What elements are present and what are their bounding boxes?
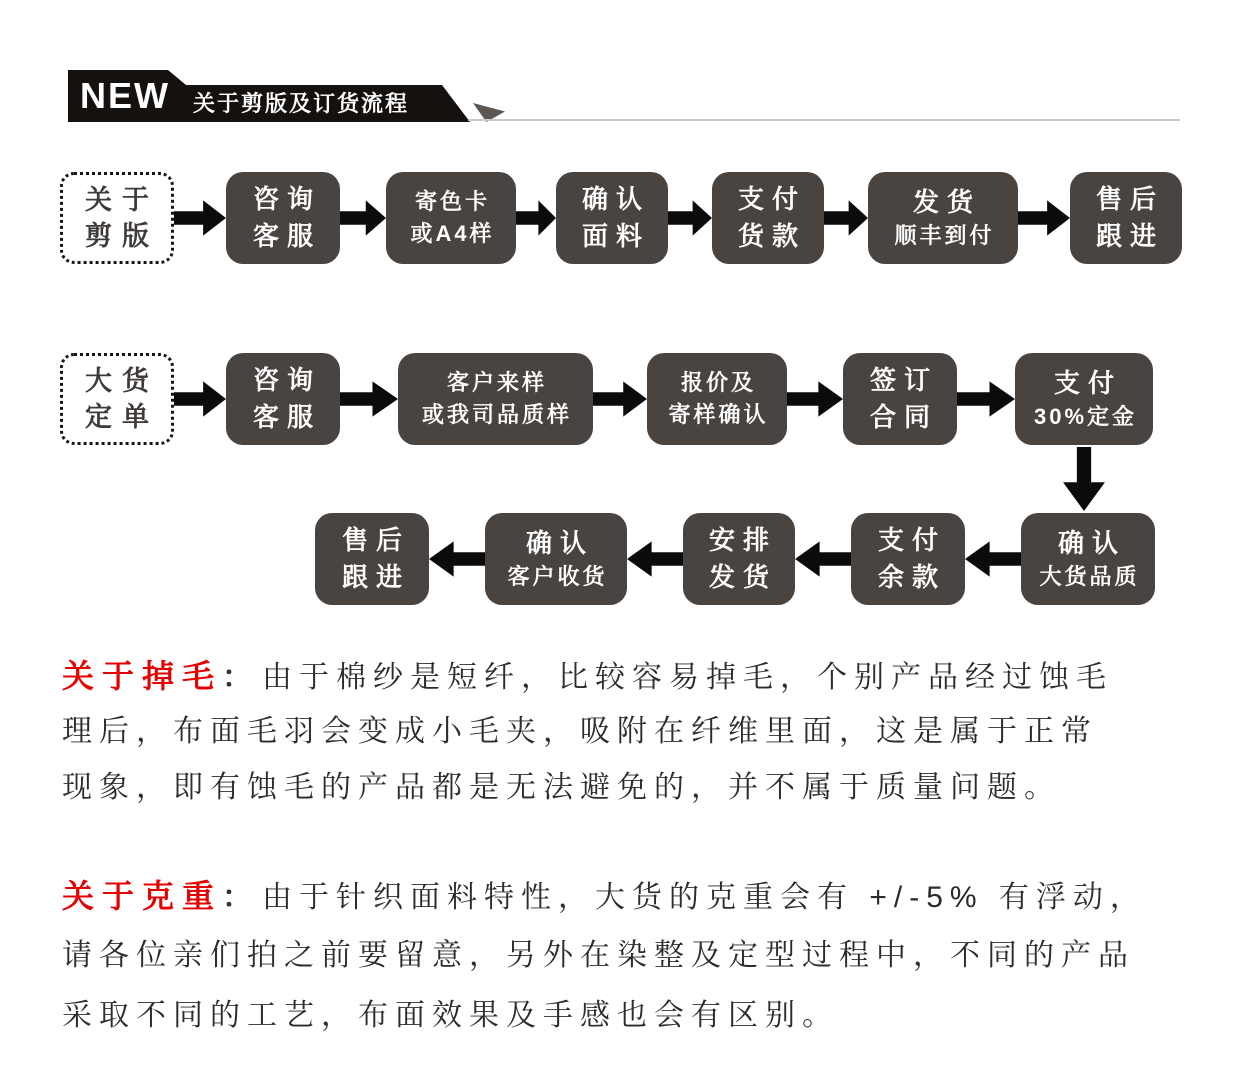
step-send-color-card [386,172,516,264]
arrow-left-icon [429,538,485,580]
step-line: 面料 [581,220,650,251]
note-line [62,866,1192,926]
step-line: 跟进 [1095,220,1164,251]
step-line: 签订 [869,365,938,396]
step-line: 售后 [1095,184,1164,215]
step-line: 客服 [252,220,321,251]
step-line: 发货 [708,561,777,592]
arrow-right-icon [787,378,843,420]
banner-divider-line [468,119,1180,121]
step-line: 跟进 [341,561,410,592]
arrow-right-icon [824,197,868,239]
step-quote-confirm [647,353,787,445]
step-pay-deposit [1015,353,1153,445]
step-line: 咨询 [252,365,321,396]
arrow-right-icon [957,378,1015,420]
note-shedding [62,648,1192,816]
step-line: 30%定金 [1033,403,1138,429]
step-line: 客服 [252,401,321,432]
note-colon: ： [222,881,253,914]
step-line: 咨询 [252,184,321,215]
step-line: 寄样确认 [668,401,769,427]
arrow-right-icon [516,197,556,239]
step-confirm-receipt [485,513,627,605]
step-line: 或我司品质样 [421,401,572,427]
step-line: 寄色卡 [414,189,490,215]
flow-row-sample [60,172,1182,264]
note-colon: ： [222,661,253,694]
arrow-right-icon [174,378,226,420]
step-line: 客户来样 [446,370,547,396]
step-line: 顺丰到付 [894,222,995,248]
step-line: 报价及 [680,370,756,396]
step-line: 支付 [1053,367,1122,398]
arrow-left-icon [627,538,683,580]
flow-label-line: 定单 [85,402,159,432]
note-line: 理后，布面毛羽会变成小毛夹，吸附在纤维里面，这是属于正常 [62,715,1098,748]
note-heading: 关于掉毛 [62,658,223,694]
step-confirm-bulk-quality [1021,513,1155,605]
arrow-right-icon [340,378,398,420]
note-line [62,648,1192,704]
step-line: 客户收货 [507,563,608,589]
step-line: 支付 [737,184,806,215]
flow-label-line: 剪版 [85,221,159,251]
step-line: 安排 [708,525,777,556]
step-line: 大货品质 [1039,563,1140,589]
arrow-right-icon [593,378,647,420]
arrow-right-icon [174,197,226,239]
arrow-right-icon [1018,197,1070,239]
note-text: 由于针织面料特性，大货的克重会有 +/-5% 有浮动， [262,881,1147,914]
flow-label-line: 关于 [85,184,159,215]
banner-title: 关于剪版及订货流程 [193,91,410,116]
step-line: 发货 [912,186,981,217]
note-heading: 关于克重 [62,878,223,914]
step-after-sales [1070,172,1182,264]
note-text: 由于棉纱是短纤，比较容易掉毛，个别产品经过蚀毛 [262,661,1114,694]
step-line: 支付 [877,525,946,556]
flow-label-line: 大货 [85,365,159,396]
step-ship-sf-cod [868,172,1018,264]
step-line: 售后 [341,525,410,556]
step-pay-for-goods [712,172,824,264]
banner-ribbon [68,70,1180,122]
step-line: 余款 [877,561,946,592]
step-line: 确认 [1057,527,1126,558]
arrow-down-icon [1063,447,1105,511]
flow-label-bulk [60,353,174,445]
flow-label-sample [60,172,174,264]
arrow-left-icon [795,538,851,580]
step-arrange-shipment [683,513,795,605]
flow-row-bulk-1 [60,353,1153,445]
step-line: 货款 [737,220,806,251]
note-line: 现象，即有蚀毛的产品都是无法避免的，并不属于质量问题。 [62,771,1061,804]
flow-row-bulk-2 [315,513,1155,605]
banner-badge-text: NEW [80,75,170,116]
step-consult-service [226,172,340,264]
step-line: 合同 [869,401,938,432]
step-consult-service [226,353,340,445]
step-customer-sample [398,353,593,445]
step-line: 确认 [581,184,650,215]
arrow-right-icon [668,197,712,239]
step-line: 确认 [525,527,594,558]
arrow-left-icon [965,538,1021,580]
arrow-right-icon [340,197,386,239]
step-line: 或A4样 [410,220,495,246]
step-confirm-fabric [556,172,668,264]
note-line: 请各位亲们拍之前要留意，另外在染整及定型过程中，不同的产品 [62,939,1135,972]
note-line: 采取不同的工艺，布面效果及手感也会有区别。 [62,999,839,1032]
step-sign-contract [843,353,957,445]
note-weight [62,866,1192,1046]
step-after-sales [315,513,429,605]
step-pay-balance [851,513,965,605]
